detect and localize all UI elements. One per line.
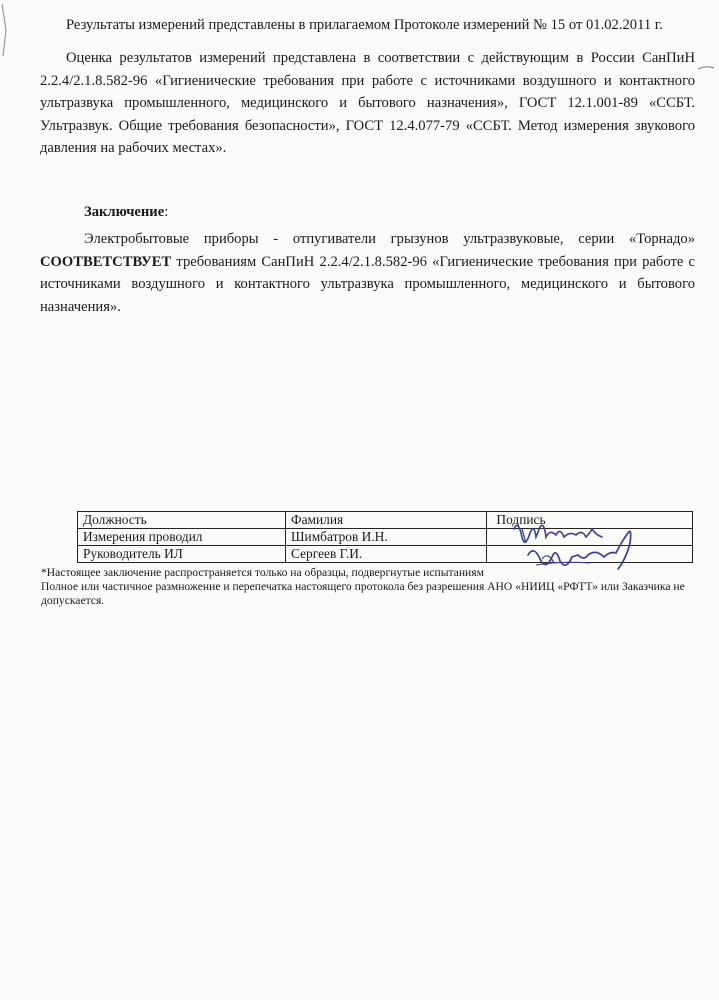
row-surname: Сергеев Г.И. [286,546,487,563]
header-position: Должность [78,512,286,529]
row-surname: Шимбатров И.Н. [286,529,487,546]
row-position: Руководитель ИЛ [78,546,286,563]
conclusion-heading [84,204,168,221]
conclusion-heading-colon: : [164,204,169,220]
row-position: Измерения проводил [78,529,286,546]
scan-edge-mark [0,0,10,60]
header-surname: Фамилия [286,512,487,529]
conclusion-paragraph [40,228,695,318]
conclusion-heading-text: Заключение [84,204,165,220]
results-paragraph: Результаты измерений представлены в прилагаемом Протоколе измерений № 15 от 01.02.2011 г. [66,17,663,33]
footnote-copyright: Полное или частичное размножение и перепечатка настоящего протокола без разрешения АНО «НИИЦ «РФТТ» или Заказчика не допускается. [41,580,685,607]
conclusion-subject: Электробытовые приборы - отпугиватели грызунов ультразвуковые, серии «Торнадо» [84,231,695,247]
conclusion-verdict: СООТВЕТСТВУЕТ [40,253,172,270]
header-signature-label: Подпись [496,512,546,527]
conclusion-requirements: требованиям СанПиН 2.2.4/2.1.8.582-96 «Гигиенические требования при работе с источниками воздушного и контактного ультразвука промышленного, медицинского и бытового назначения». [40,253,695,315]
footnote-scope: *Настоящее заключение распространяется только на образцы, подвергнутые испытаниям [41,566,484,579]
assessment-paragraph: Оценка результатов измерений представлена в соответствии с действующим в России СанПиН 2.2.4/2.1.8.582-96 «Гигиенические требования при работе с источниками воздушного и контактного ультразвука промышленного, медицинского и бытового назначения», ГОСТ 12.1.001-89 «ССБТ. Ультразвук. Общие требования безопасности», ГОСТ 12.4.077-79 «ССБТ. Метод измерения звукового давления на рабочих местах». [40,50,695,156]
scan-smudge [697,64,715,72]
